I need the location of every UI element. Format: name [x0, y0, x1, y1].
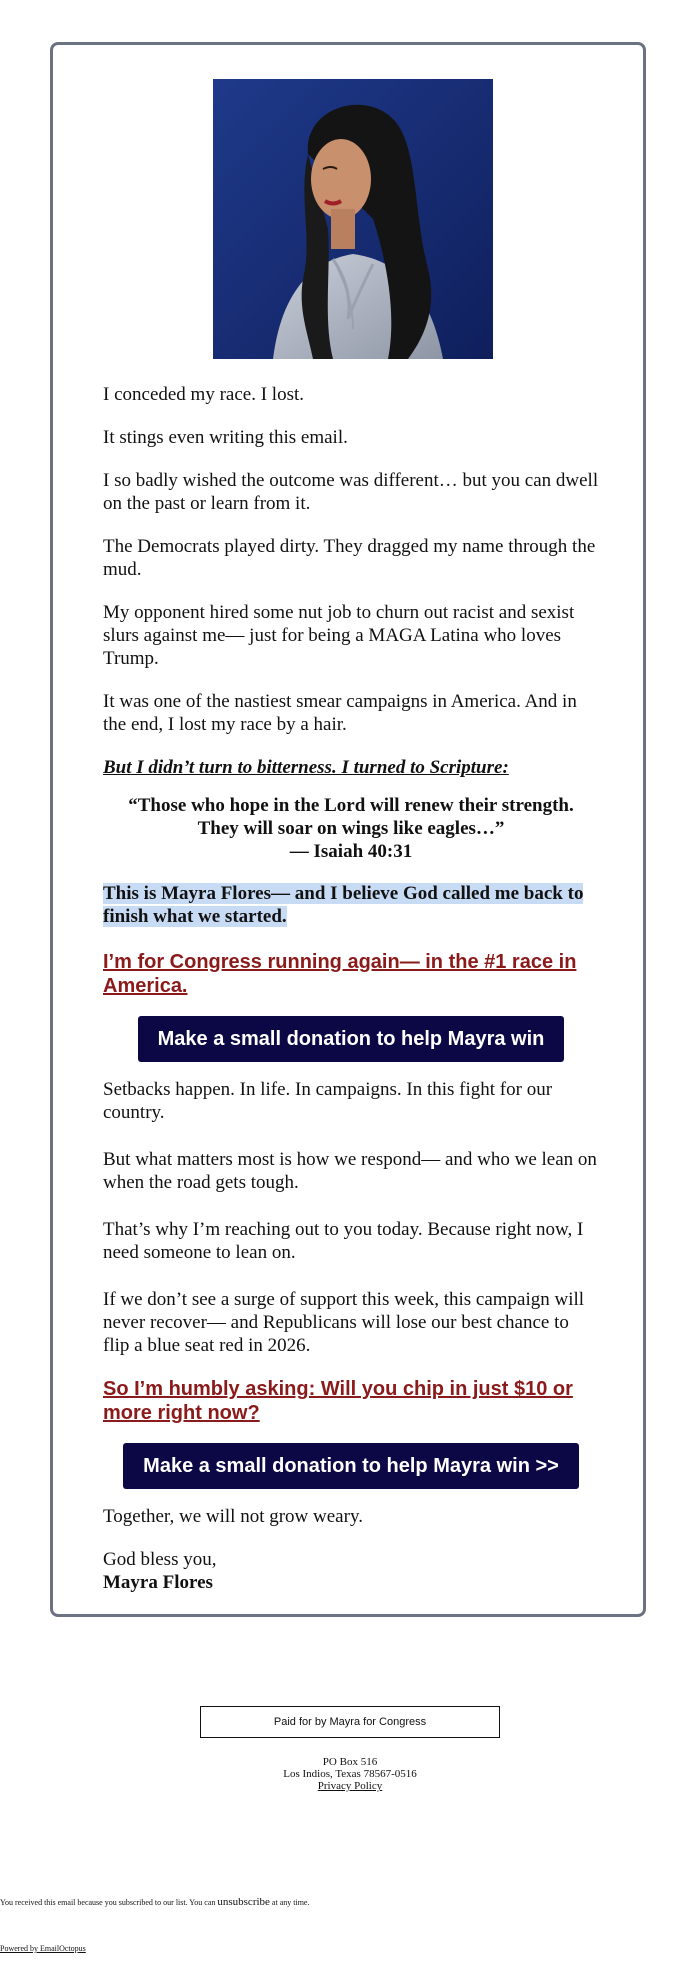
- paragraph: Setbacks happen. In life. In campaigns. In this fight for our country.: [103, 1079, 553, 1123]
- paragraph: The Democrats played dirty. They dragged my name through the mud.: [103, 536, 596, 580]
- mailing-address: [0, 1756, 700, 1792]
- email-card: [50, 42, 646, 1617]
- scripture-lead: But I didn’t turn to bitterness. I turned to Scripture:: [103, 757, 509, 778]
- privacy-policy-link[interactable]: Privacy Policy: [317, 1780, 383, 1792]
- paragraph: It was one of the nastiest smear campaigns in America. And in the end, I lost my race by a hair.: [103, 691, 577, 735]
- paragraph: It stings even writing this email.: [103, 427, 348, 448]
- paragraph: I so badly wished the outcome was different… but you can dwell on the past or learn from it.: [103, 470, 599, 514]
- chip-in-link[interactable]: So I’m humbly asking: Will you chip in just $10 or more right now?: [103, 1378, 573, 1424]
- highlight-text: This is Mayra Flores— and I believe God called me back to finish what we started.: [103, 883, 584, 927]
- quote-line: They will soar on wings like eagles…”: [197, 818, 505, 839]
- paragraph: I conceded my race. I lost.: [103, 384, 304, 405]
- paragraph: But what matters most is how we respond— and who we lean on when the road gets tough.: [103, 1149, 597, 1193]
- donate-button-wrap: [103, 1443, 599, 1489]
- unsubscribe-link[interactable]: unsubscribe: [217, 1896, 270, 1908]
- paragraph: That’s why I’m reaching out to you today. Because right now, I need someone to lean on.: [103, 1219, 584, 1263]
- quote-line: “Those who hope in the Lord will renew their strength.: [128, 795, 574, 816]
- highlighted-statement: [103, 882, 599, 928]
- donate-button-arrow[interactable]: Make a small donation to help Mayra win >>: [123, 1443, 579, 1489]
- paragraph: My opponent hired some nut job to churn out racist and sexist slurs against me— just for being a MAGA Latina who loves Trump.: [103, 602, 575, 669]
- address-line: PO Box 516: [322, 1756, 378, 1768]
- powered-by-link[interactable]: Powered by EmailOctopus: [0, 1944, 86, 1953]
- paid-for-disclaimer: Paid for by Mayra for Congress: [200, 1706, 500, 1738]
- address-line: Los Indios, Texas 78567-0516: [283, 1768, 417, 1780]
- scripture-quote: [103, 794, 599, 863]
- closing-line: Together, we will not grow weary.: [103, 1506, 363, 1527]
- notice-suffix: at any time.: [271, 1898, 310, 1907]
- donate-button[interactable]: Make a small donation to help Mayra win: [138, 1016, 565, 1062]
- email-body: [103, 383, 599, 1594]
- signoff: God bless you,: [103, 1549, 217, 1570]
- subscription-notice: [0, 1896, 309, 1909]
- congress-link[interactable]: I’m for Congress running again— in the #1 race in America.: [103, 951, 577, 997]
- notice-prefix: You received this email because you subscribed to our list. You can: [0, 1898, 216, 1907]
- quote-reference: — Isaiah 40:31: [289, 841, 413, 862]
- powered-by: [0, 1944, 86, 1954]
- paragraph: If we don’t see a surge of support this week, this campaign will never recover— and Republicans will lose our best chance to flip a blue seat red in 2026.: [103, 1289, 585, 1356]
- portrait-photo: [213, 79, 493, 359]
- signature: Mayra Flores: [103, 1572, 213, 1593]
- donate-button-wrap: [103, 1016, 599, 1062]
